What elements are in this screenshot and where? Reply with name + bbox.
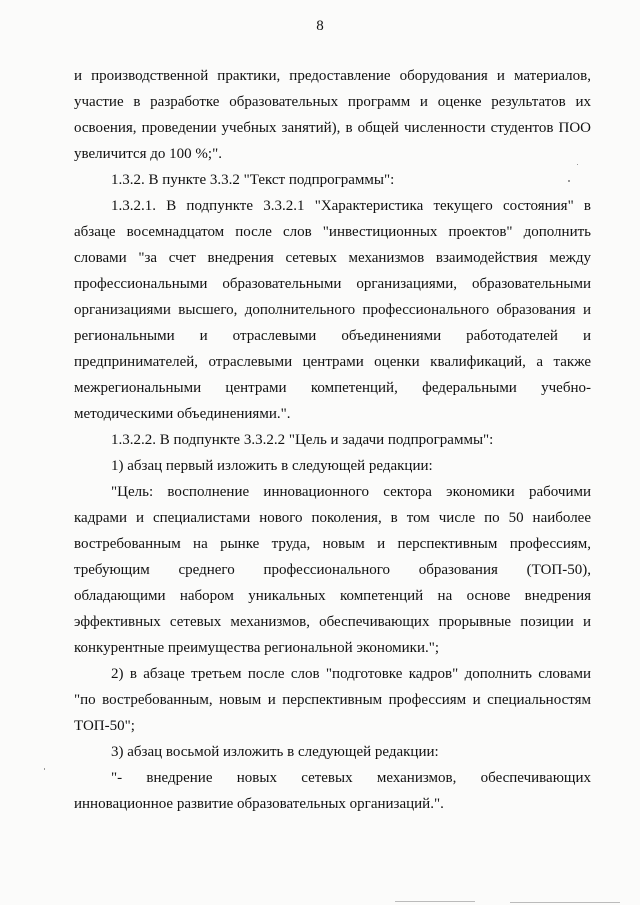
- text-line: конкурентные преимущества региональной экономики.";: [74, 640, 440, 656]
- text-line: организациями высшего, дополнительного профессионального образования и: [74, 302, 591, 318]
- scan-edge-mark: [510, 902, 620, 903]
- text-line: абзаце восемнадцатом после слов "инвестиционных проектов" дополнить: [74, 224, 591, 240]
- text-line: востребованным на рынке труда, новым и перспективным профессиям,: [74, 536, 591, 552]
- text-line: 1) абзац первый изложить в следующей редакции:: [111, 458, 433, 474]
- text-line: 1.3.2.1. В подпункте 3.3.2.1 "Характеристика текущего состояния" в: [111, 198, 591, 214]
- text-line: "Цель: восполнение инновационного сектора экономики рабочими: [111, 484, 591, 500]
- text-line: эффективных сетевых механизмов, обеспечивающих прорывные позиции и: [74, 614, 591, 630]
- text-line: предпринимателей, отраслевыми центрами оценки квалификаций, а также: [74, 354, 591, 370]
- text-line: ТОП-50";: [74, 718, 135, 734]
- text-line: 1.3.2. В пункте 3.3.2 "Текст подпрограммы":: [111, 172, 395, 188]
- text-line: "- внедрение новых сетевых механизмов, обеспечивающих: [111, 770, 591, 786]
- text-line: требующим среднего профессионального образования (ТОП-50),: [74, 562, 591, 578]
- text-line: профессиональными образовательными организациями, образовательными: [74, 276, 591, 292]
- text-line: обладающими набором уникальных компетенций на основе внедрения: [74, 588, 591, 604]
- scan-speck: [44, 768, 45, 770]
- text-line: освоения, проведении учебных занятий), в общей численности студентов ПОО: [74, 120, 591, 136]
- text-line: участие в разработке образовательных программ и оценке результатов их: [74, 94, 591, 110]
- text-line: региональными и отраслевыми объединениями работодателей и: [74, 328, 591, 344]
- text-line: увеличится до 100 %;".: [74, 146, 222, 162]
- text-line: 2) в абзаце третьем после слов "подготовке кадров" дополнить словами: [111, 666, 591, 682]
- text-line: словами "за счет внедрения сетевых механизмов взаимодействия между: [74, 250, 591, 266]
- text-line: кадрами и специалистами нового поколения, в том числе по 50 наиболее: [74, 510, 591, 526]
- text-line: инновационное развитие образовательных организаций.".: [74, 796, 444, 812]
- scan-speck: [577, 164, 578, 165]
- text-line: методическими объединениями.".: [74, 406, 291, 422]
- text-line: 3) абзац восьмой изложить в следующей редакции:: [111, 744, 439, 760]
- text-line: межрегиональными центрами компетенций, федеральными учебно-: [74, 380, 591, 396]
- page-number: 8: [316, 18, 324, 34]
- scan-speck: [568, 180, 570, 182]
- scan-edge-mark: [395, 901, 475, 902]
- text-line: и производственной практики, предоставление оборудования и материалов,: [74, 68, 591, 84]
- text-line: "по востребованным, новым и перспективным профессиям и специальностям: [74, 692, 591, 708]
- text-line: 1.3.2.2. В подпункте 3.3.2.2 "Цель и задачи подпрограммы":: [111, 432, 494, 448]
